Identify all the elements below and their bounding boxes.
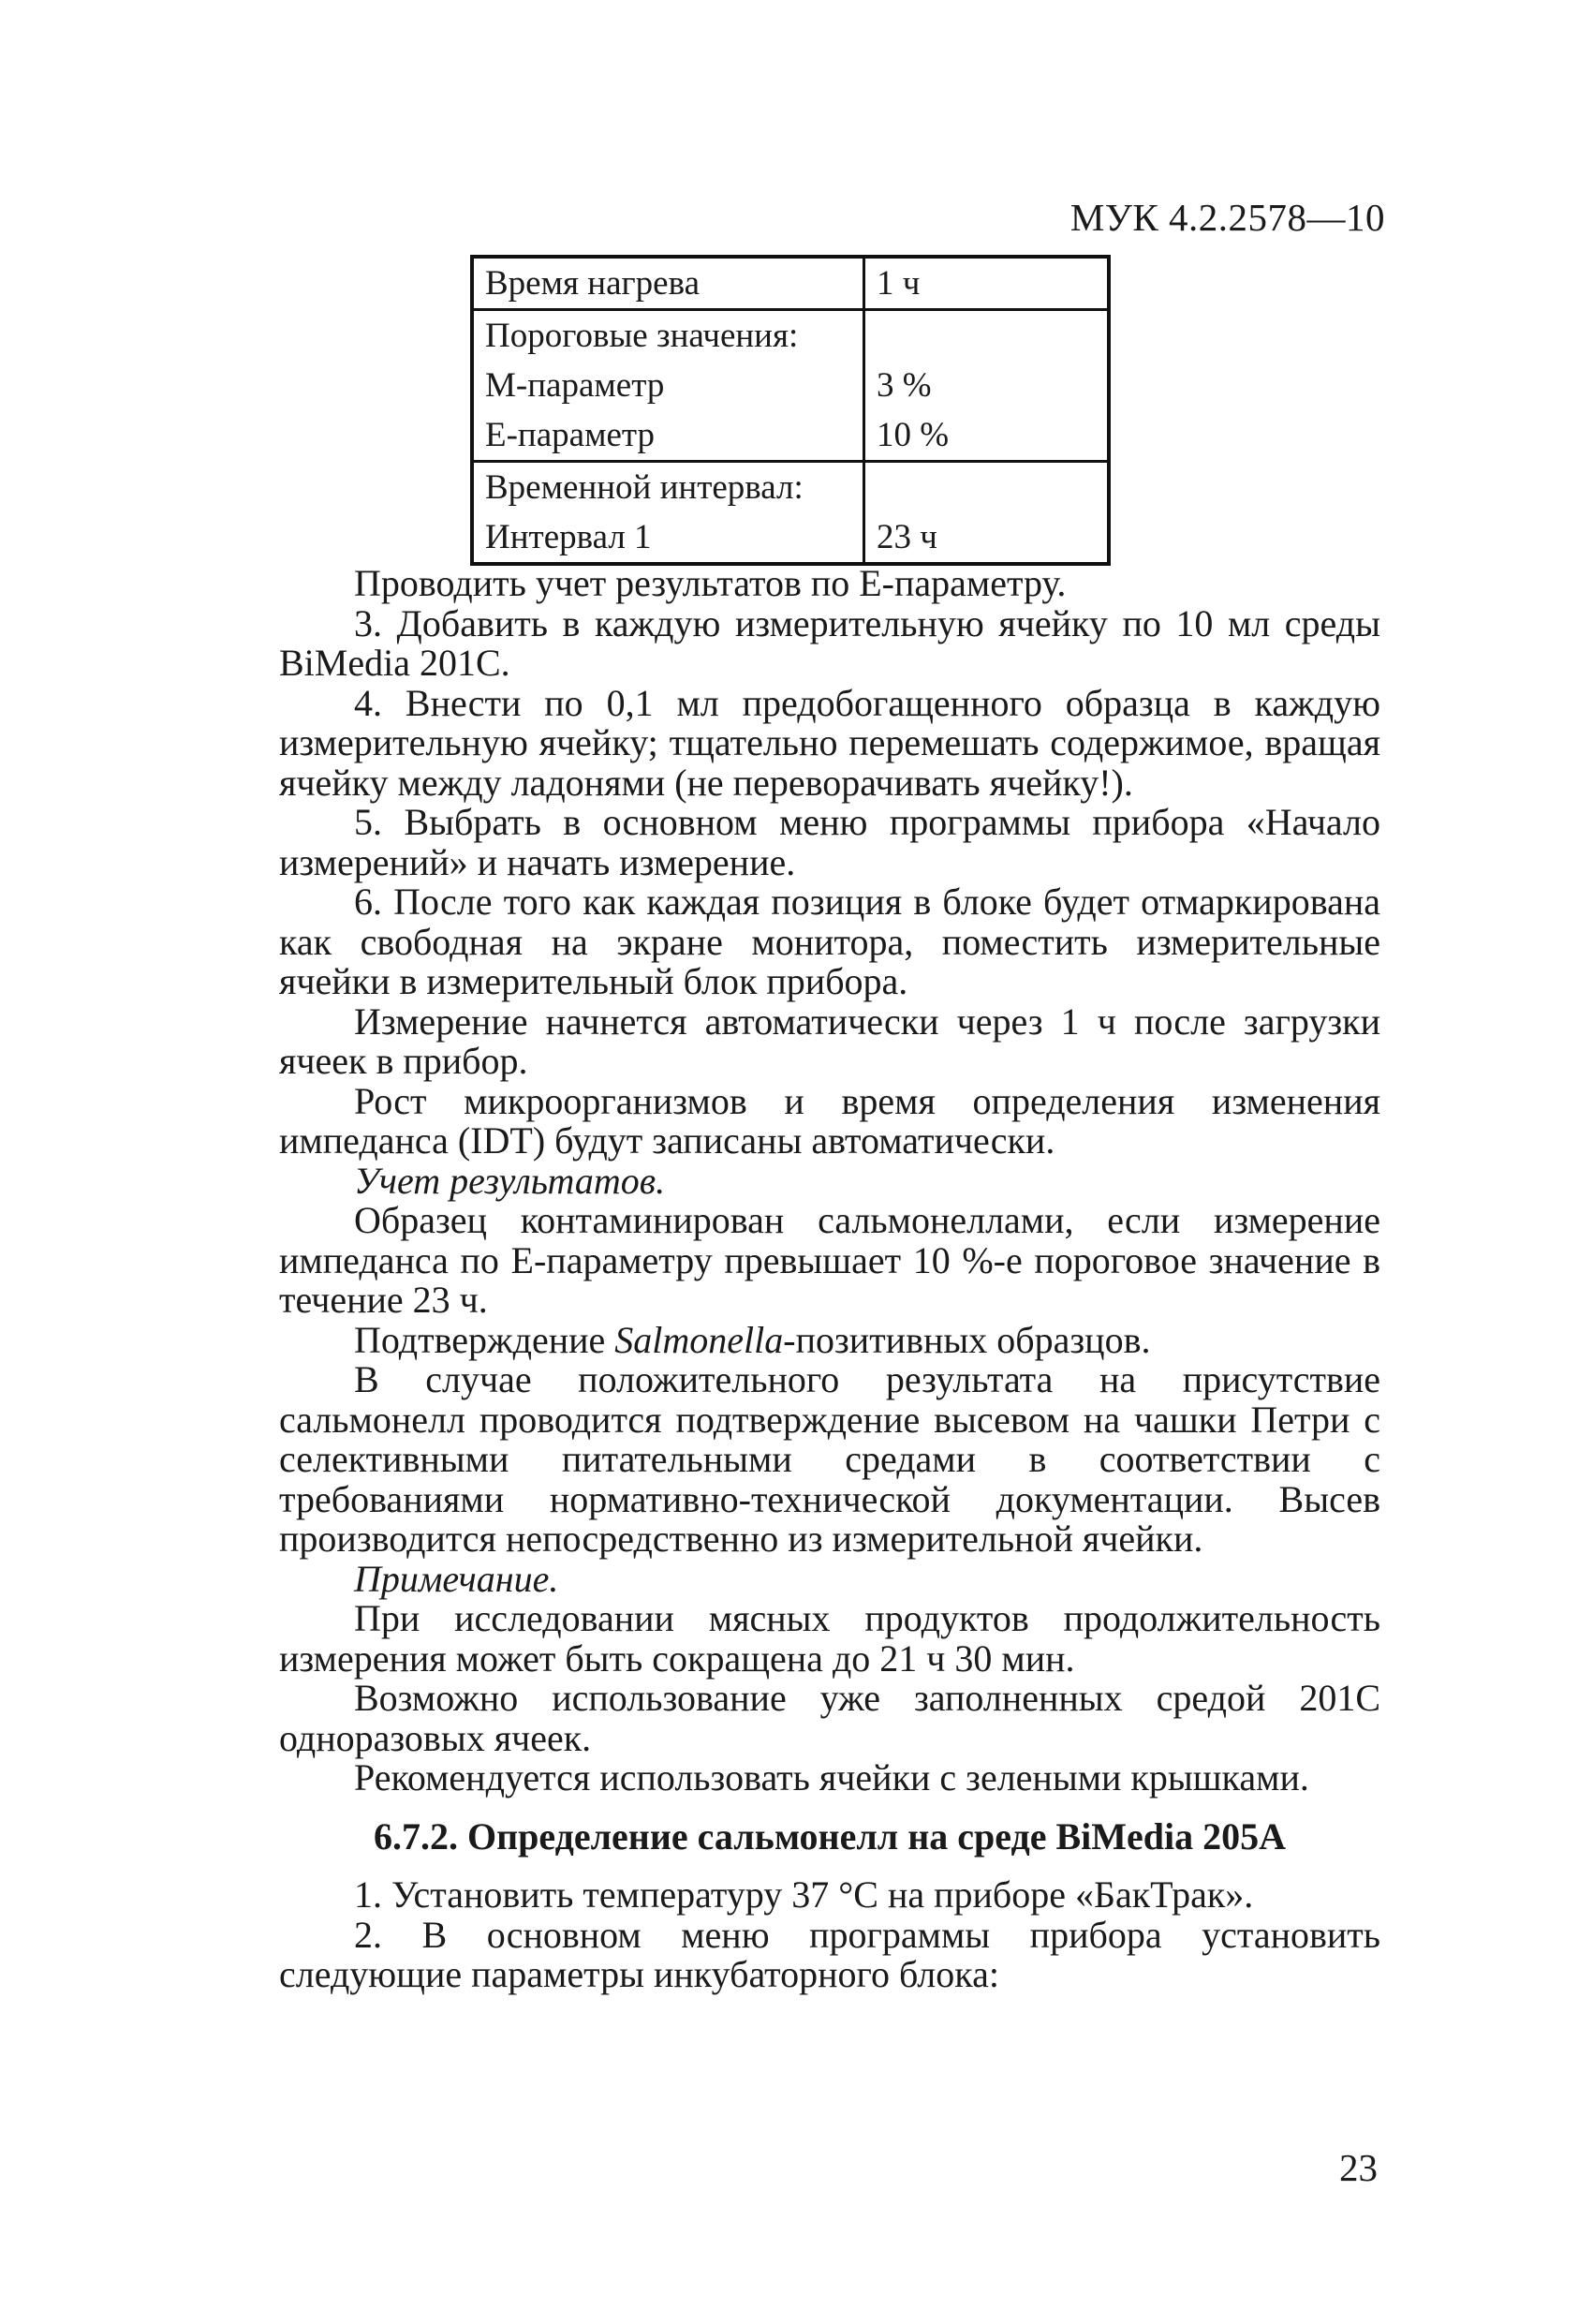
species-name: Salmonella bbox=[614, 1318, 784, 1361]
table-cell-value: 1 ч bbox=[864, 257, 1110, 310]
paragraph: Рекомендуется использовать ячейки с зелеными крышками. bbox=[354, 1756, 1309, 1799]
table-row bbox=[472, 462, 1109, 565]
paragraph: 5. Выбрать в основном меню программы прибора «Начало измерений» и начать измерение. bbox=[279, 801, 1380, 883]
section-heading: 6.7.2. Определение сальмонелл на среде BiMedia 205A bbox=[373, 1814, 1287, 1858]
table-cell-value: 23 ч bbox=[864, 462, 1110, 565]
paragraph: Измерение начнется автоматически через 1 ч после загрузки ячеек в прибор. bbox=[279, 999, 1380, 1082]
page-number: 23 bbox=[1339, 2146, 1378, 2189]
table-row bbox=[472, 310, 1109, 462]
paragraph: 4. Внести по 0,1 мл предобогащенного образца в каждую измерительную ячейку; тщательно перемешать содержимое, вращая ячейку между ладонями (не переворачивать ячейку!). bbox=[279, 681, 1380, 804]
paragraph: Возможно использование уже заполненных средой 201C одноразовых ячеек. bbox=[279, 1677, 1380, 1759]
table-cell-label: Время нагрева bbox=[472, 257, 864, 310]
paragraph: В случае положительного результата на присутствие сальмонелл проводится подтверждение высевом на чашки Петри с селективными питательными средами в соответствии с требованиями нормативно-технической документации. Высев производится непосредственно из измерительной ячейки. bbox=[279, 1358, 1380, 1560]
section-subtitle: Учет результатов. bbox=[354, 1159, 666, 1202]
table-cell-value: 3 % 10 % bbox=[864, 310, 1110, 462]
paragraph: 3. Добавить в каждую измерительную ячейку по 10 мл среды BiMedia 201C. bbox=[279, 601, 1380, 684]
table-cell-label: Временной интервал: Интервал 1 bbox=[472, 462, 864, 565]
table-row bbox=[472, 257, 1109, 310]
paragraph: 6. После того как каждая позиция в блоке будет отмаркирована как свободная на экране монитора, поместить измерительные ячейки в измерительный блок прибора. bbox=[279, 881, 1380, 1002]
paragraph: Рост микроорганизмов и время определения изменения импеданса (IDT) будут записаны автоматически. bbox=[279, 1079, 1380, 1162]
paragraph: 1. Установить температуру 37 °С на приборе «БакТрак». bbox=[354, 1873, 1254, 1916]
paragraph: Проводить учет результатов по Е-параметру. bbox=[354, 562, 1067, 604]
document-code: МУК 4.2.2578—10 bbox=[1069, 196, 1385, 239]
document-body bbox=[279, 564, 1380, 1995]
note-label: Примечание. bbox=[354, 1557, 559, 1600]
parameters-table bbox=[470, 255, 1111, 566]
paragraph: Образец контаминирован сальмонеллами, если измерение импеданса по Е-параметру превышает 10 %-е пороговое значение в течение 23 ч. bbox=[279, 1199, 1380, 1321]
paragraph: Подтверждение Salmonella-позитивных образцов. bbox=[354, 1318, 1151, 1361]
paragraph: 2. В основном меню программы прибора установить следующие параметры инкубаторного блока: bbox=[279, 1913, 1380, 1995]
table-cell-label: Пороговые значения: М-параметр Е-параметр bbox=[472, 310, 864, 462]
paragraph: При исследовании мясных продуктов продолжительность измерения может быть сокращена до 21 ч 30 мин. bbox=[279, 1597, 1380, 1680]
